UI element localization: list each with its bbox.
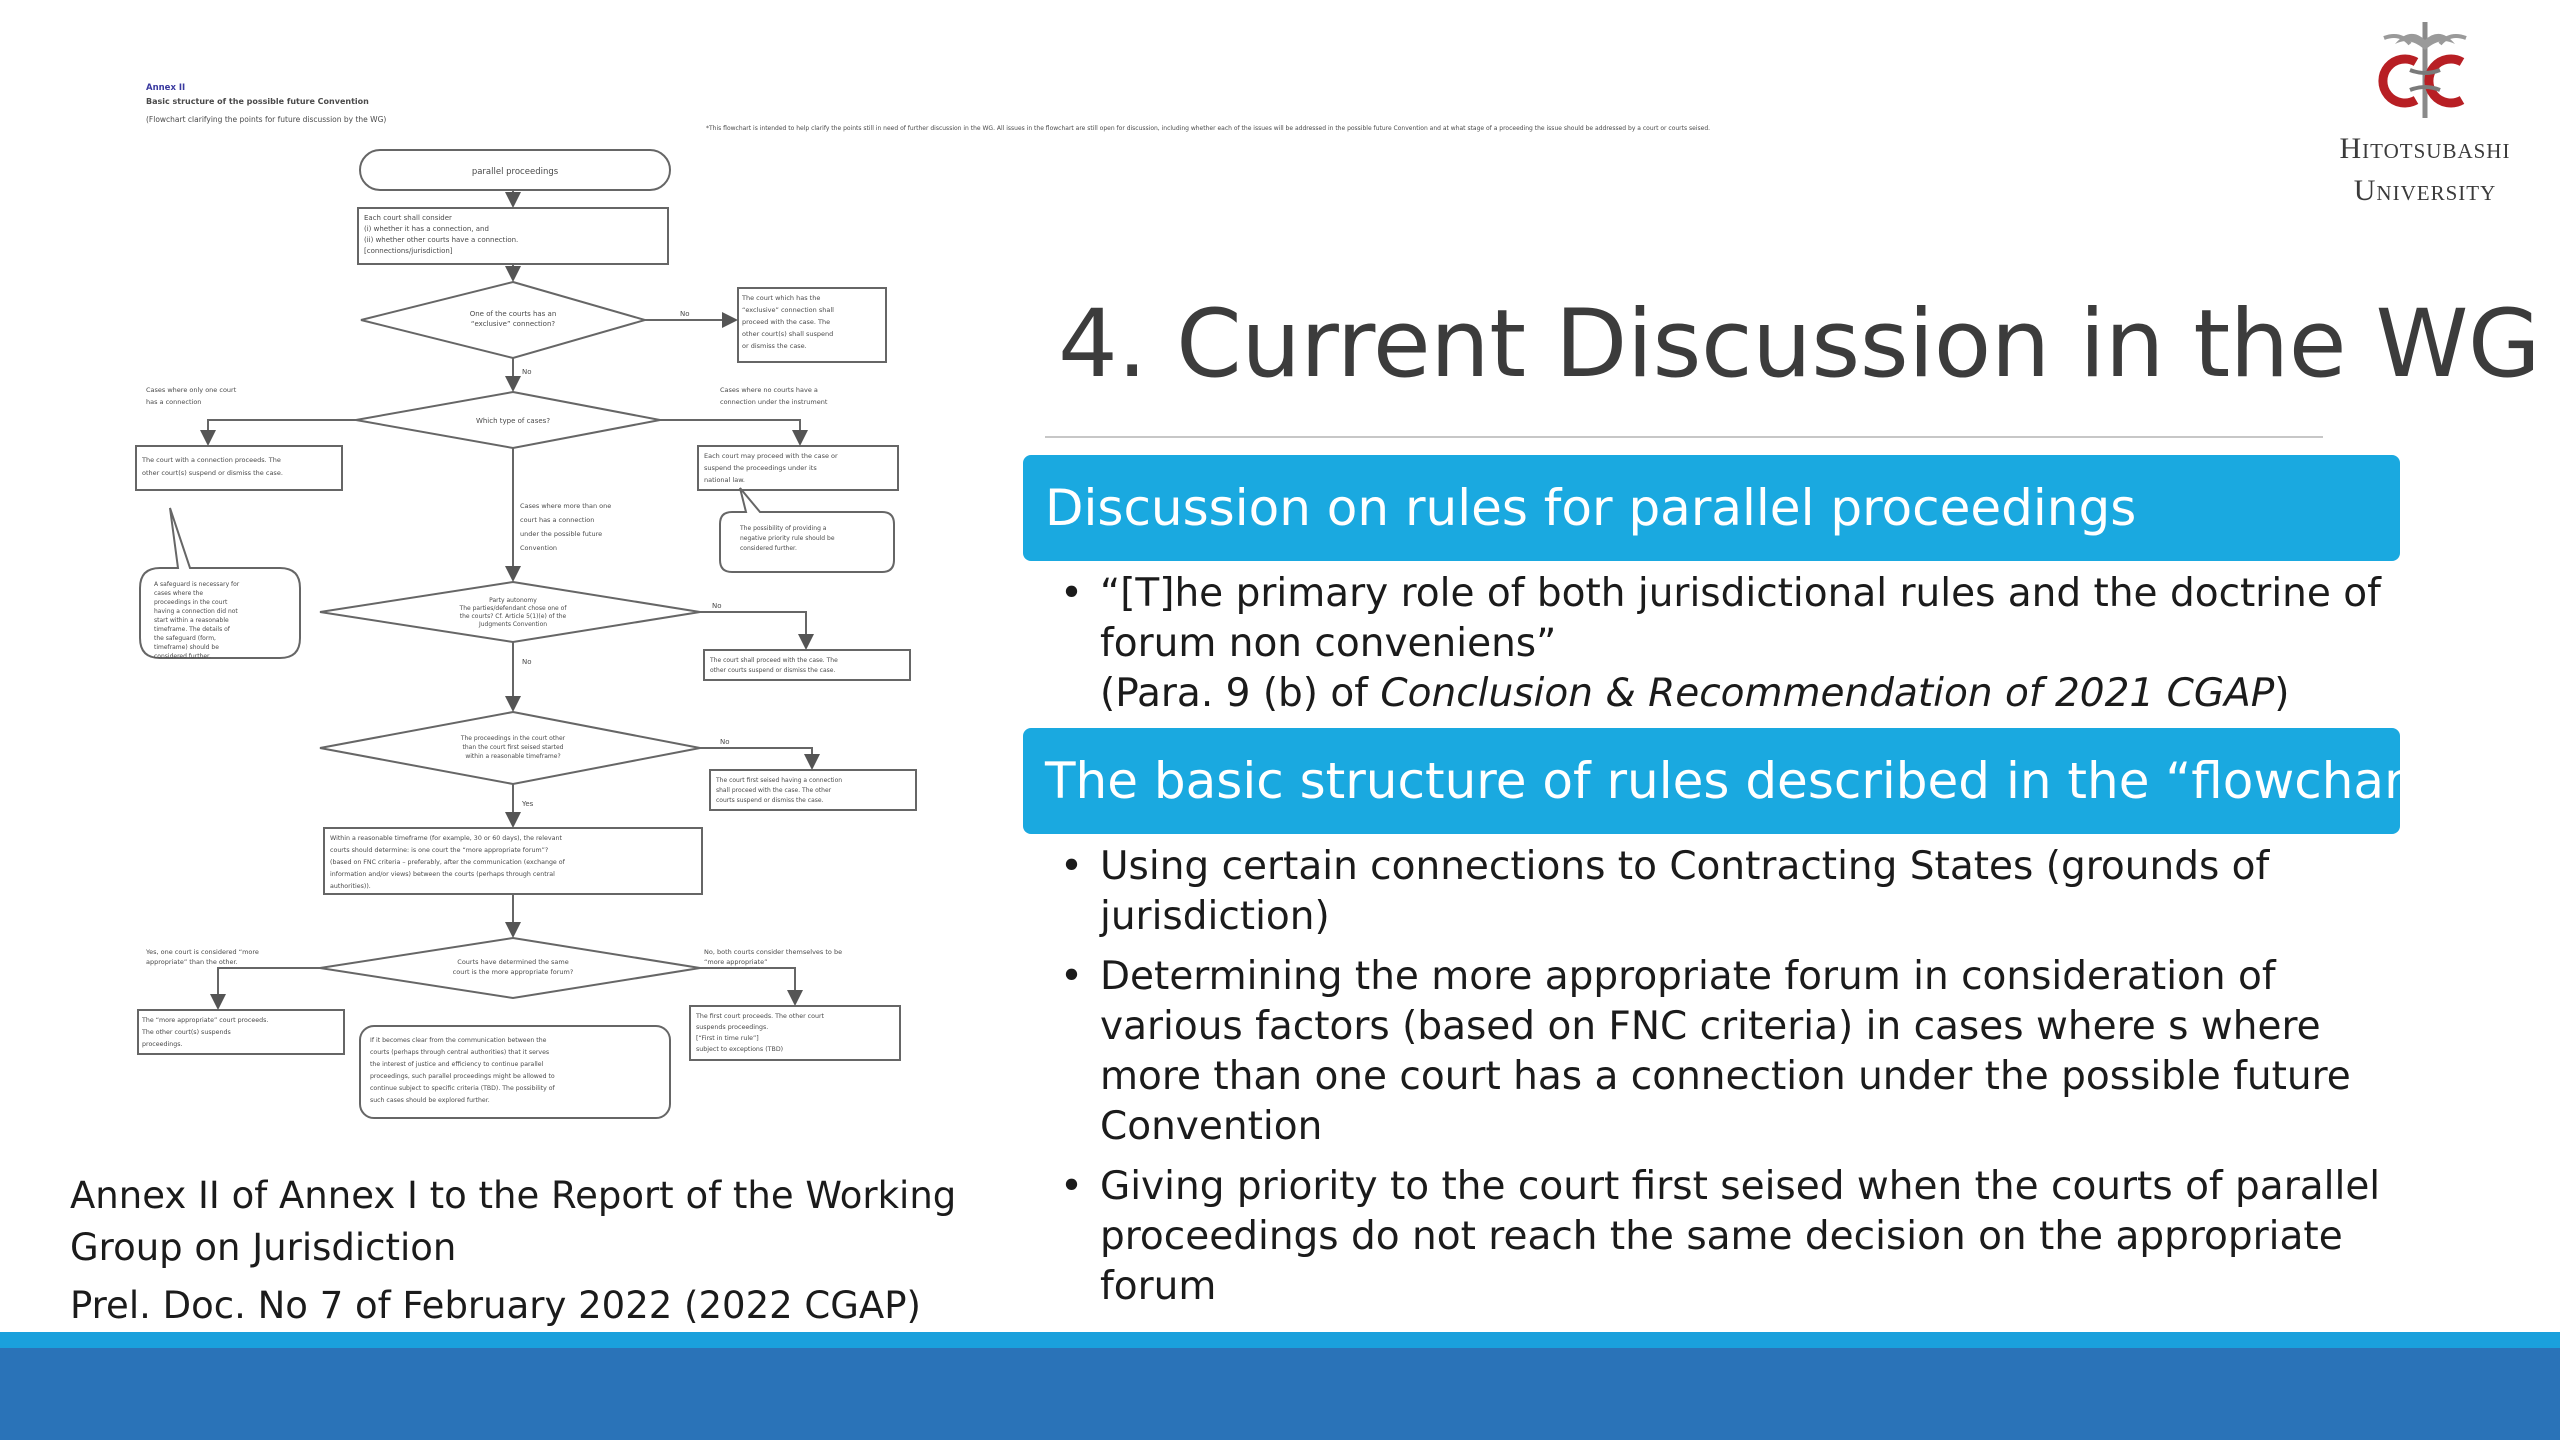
flow-result-text: or dismiss the case. xyxy=(742,342,807,350)
flow-branch-label: “more appropriate” xyxy=(704,958,768,966)
flow-branch-label: under the possible future xyxy=(520,530,603,538)
flow-result-text: other court(s) shall suspend xyxy=(742,330,834,338)
logo-emblem xyxy=(2300,14,2550,124)
flow-heading: Basic structure of the possible future Convention xyxy=(146,97,369,106)
flow-branch-label: appropriate” than the other. xyxy=(146,958,238,966)
flow-bubble-text: The possibility of providing a xyxy=(740,525,827,532)
logo-line-2: University xyxy=(2353,174,2497,207)
bullet-item xyxy=(1060,842,2400,942)
section-header-label: The basic structure of rules described in the “flowchart” xyxy=(1045,752,2451,810)
flow-start: parallel proceedings xyxy=(471,167,559,177)
flow-decision-text: court is the more appropriate forum? xyxy=(452,968,574,976)
figure-caption xyxy=(70,1170,970,1332)
bullet-item xyxy=(1060,1162,2400,1312)
bullet-text: Giving priority to the court first seised when the courts of parallel proceedings do not reach the same decision on the appropriate forum xyxy=(1100,1164,2381,1309)
reference-suffix: ) xyxy=(2274,671,2290,716)
flow-fnc-text: (based on FNC criteria – preferably, after the communication (exchange of xyxy=(330,859,565,866)
flow-result-text: [“First in time rule”] xyxy=(696,1035,759,1042)
bullet-text: Determining the more appropriate forum in consideration of various factors (based on FNC criteria) in cases where s where more than one court has a connection under the possible future Convention xyxy=(1100,954,2351,1149)
section2-bullets xyxy=(1060,842,2400,1322)
title-divider xyxy=(1045,436,2323,438)
flow-result-text: national law. xyxy=(704,476,745,484)
flow-branch-label: No, both courts consider themselves to be xyxy=(704,948,843,956)
flow-result-text: other courts suspend or dismiss the case. xyxy=(710,667,836,674)
flow-result-text: other court(s) suspend or dismiss the case. xyxy=(142,469,283,477)
flow-consider-text: Each court shall consider xyxy=(364,214,452,222)
flow-yes-no-label: No xyxy=(522,658,532,666)
flow-branch-label: Convention xyxy=(520,544,558,552)
flow-decision-text: Judgments Convention xyxy=(478,621,548,628)
flow-annex: Annex II xyxy=(146,83,186,93)
flow-bubble-text: negative priority rule should be xyxy=(740,535,835,542)
flow-result-text: suspend the proceedings under its xyxy=(704,464,817,472)
flow-bubble-text: considered further. xyxy=(154,653,211,660)
bullet-dot-icon: • xyxy=(1060,571,1084,616)
reference-title: Conclusion & Recommendation of 2021 CGAP xyxy=(1380,671,2275,716)
flow-result-text: The court with a connection proceeds. The xyxy=(142,456,281,464)
section-header-parallel-proceedings xyxy=(1023,455,2400,561)
logo-line-1: Hitotsubashi xyxy=(2339,132,2511,165)
flow-result-text: subject to exceptions (TBD) xyxy=(696,1046,784,1053)
flow-branch-label: connection under the instrument xyxy=(720,398,828,406)
caption-line: Group on Jurisdiction xyxy=(70,1226,457,1269)
logo-text xyxy=(2290,128,2560,212)
flow-bottom-text: continue subject to specific criteria (TBD). The possibility of xyxy=(370,1085,555,1092)
decision-party-autonomy xyxy=(320,582,700,642)
flow-fnc-text: authorities)). xyxy=(330,883,371,890)
flow-result-text: The other court(s) suspends xyxy=(142,1029,231,1036)
reference-prefix: (Para. 9 (b) of xyxy=(1100,671,1381,716)
bullet-dot-icon: • xyxy=(1060,1164,1084,1209)
flow-result-text: courts suspend or dismiss the case. xyxy=(716,797,824,804)
flow-bubble-text: timeframe) should be xyxy=(154,644,219,651)
flow-branch-label: Cases where only one court xyxy=(146,386,237,394)
section1-bullets xyxy=(1060,569,2400,719)
flow-bubble-text: having a connection did not xyxy=(154,608,238,615)
flow-consider-text: [connections/jurisdiction] xyxy=(364,247,453,255)
flow-result-text: suspends proceedings. xyxy=(696,1024,769,1031)
flow-note: *This flowchart is intended to help clarify the points still in need of further discussion in the WG. All issues in the flowchart are still open for discussion, including whether each of the issues will be addressed in the possible future Convention and at what stage of a proceeding the issue should be addressed by a court or courts seised. xyxy=(706,125,1711,132)
flow-bubble-text: the safeguard (form, xyxy=(154,635,216,642)
party-autonomy-result-box xyxy=(704,650,910,680)
footer-bar xyxy=(0,1332,2560,1440)
flow-fnc-text: courts should determine: is one court the “more appropriate forum”? xyxy=(330,847,549,854)
flow-subheading: (Flowchart clarifying the points for future discussion by the WG) xyxy=(146,115,387,124)
flow-bubble-text: A safeguard is necessary for xyxy=(154,581,240,588)
flow-decision-text: “exclusive” connection? xyxy=(470,320,556,328)
flow-yes-no-label: No xyxy=(712,602,722,610)
section-header-label: Discussion on rules for parallel proceedings xyxy=(1045,479,2137,537)
arrow xyxy=(700,748,812,768)
flow-decision-text: Courts have determined the same xyxy=(457,958,569,966)
flow-result-text: shall proceed with the case. The other xyxy=(716,787,832,794)
flow-result-text: The court first seised having a connection xyxy=(716,777,843,784)
bullet-dot-icon: • xyxy=(1060,844,1084,889)
flow-consider-text: (ii) whether other courts have a connection. xyxy=(364,236,519,244)
flow-consider-text: (i) whether it has a connection, and xyxy=(364,225,489,233)
flow-result-text: “exclusive” connection shall xyxy=(742,306,834,314)
flow-yes-no-label: No xyxy=(720,738,730,746)
bullet-item xyxy=(1060,952,2400,1152)
flow-result-text: proceed with the case. The xyxy=(742,318,831,326)
flow-decision-text: Party autonomy xyxy=(489,597,537,604)
flow-bottom-text: If it becomes clear from the communication between the xyxy=(370,1037,547,1044)
bullet-dot-icon: • xyxy=(1060,954,1084,999)
flow-bottom-text: courts (perhaps through central authorities) that it serves xyxy=(370,1049,550,1056)
flow-branch-label: Cases where no courts have a xyxy=(720,386,818,394)
flow-result-text: The court which has the xyxy=(742,294,821,302)
arrow xyxy=(218,968,320,1008)
flow-result-text: proceedings. xyxy=(142,1041,183,1048)
flow-bubble-text: cases where the xyxy=(154,590,204,597)
slide-title: 4. Current Discussion in the WG xyxy=(1058,290,2541,399)
arrow xyxy=(700,968,795,1004)
flow-bottom-text: the interest of justice and efficiency to continue parallel xyxy=(370,1061,544,1068)
flow-decision-text: One of the courts has an xyxy=(469,310,557,318)
bullet-text: “[T]he primary role of both jurisdictional rules and the doctrine of forum non conveniens” xyxy=(1100,571,2381,666)
flow-result-text: The first court proceeds. The other court xyxy=(696,1013,825,1020)
bullet-text: Using certain connections to Contracting States (grounds of jurisdiction) xyxy=(1100,844,2270,939)
flow-bubble-text: timeframe. The details of xyxy=(154,626,230,633)
flow-branch-label: has a connection xyxy=(146,398,202,406)
arrow xyxy=(660,420,800,444)
flow-fnc-text: Within a reasonable timeframe (for example, 30 or 60 days), the relevant xyxy=(330,835,562,842)
flow-decision-text: the courts? Cf. Article 5(1)(e) of the xyxy=(459,613,567,620)
flow-decision-text: The parties/defendant chose one of xyxy=(459,605,567,612)
flow-bubble-text: considered further. xyxy=(740,545,797,552)
one-court-result-box xyxy=(136,446,342,490)
flow-bottom-text: proceedings, such parallel proceedings might be allowed to xyxy=(370,1073,555,1080)
flow-yes-no-label: No xyxy=(680,310,690,318)
flow-branch-label: court has a connection xyxy=(520,516,595,524)
flow-result-text: The “more appropriate” court proceeds. xyxy=(142,1017,269,1024)
bullet-item xyxy=(1060,569,2400,719)
flow-branch-label: Cases where more than one xyxy=(520,502,612,510)
arrow xyxy=(208,420,356,444)
flow-decision-text: The proceedings in the court other xyxy=(460,735,566,742)
flow-decision-text: than the court first seised started xyxy=(462,744,564,751)
flow-decision-text: Which type of cases? xyxy=(475,417,551,425)
flow-yes-no-label: No xyxy=(522,368,532,376)
section-header-flowchart-structure xyxy=(1023,728,2451,834)
arrow xyxy=(700,612,806,648)
flow-bubble-text: proceedings in the court xyxy=(154,599,228,606)
footer-bar-accent xyxy=(0,1332,2560,1348)
flow-bubble-text: start within a reasonable xyxy=(154,617,229,624)
flow-result-text: The court shall proceed with the case. The xyxy=(710,657,838,664)
caption-line: Prel. Doc. No 7 of February 2022 (2022 CGAP) xyxy=(70,1284,921,1327)
caption-line: Annex II of Annex I to the Report of the Working xyxy=(70,1174,957,1217)
flow-result-text: Each court may proceed with the case or xyxy=(704,452,838,460)
flow-yes-no-label: Yes xyxy=(522,800,534,808)
flow-fnc-text: information and/or views) between the courts (perhaps through central xyxy=(330,871,555,878)
flow-bottom-text: such cases should be explored further. xyxy=(370,1097,490,1104)
flow-branch-label: Yes, one court is considered “more xyxy=(146,948,259,956)
flow-decision-text: within a reasonable timeframe? xyxy=(465,753,561,760)
